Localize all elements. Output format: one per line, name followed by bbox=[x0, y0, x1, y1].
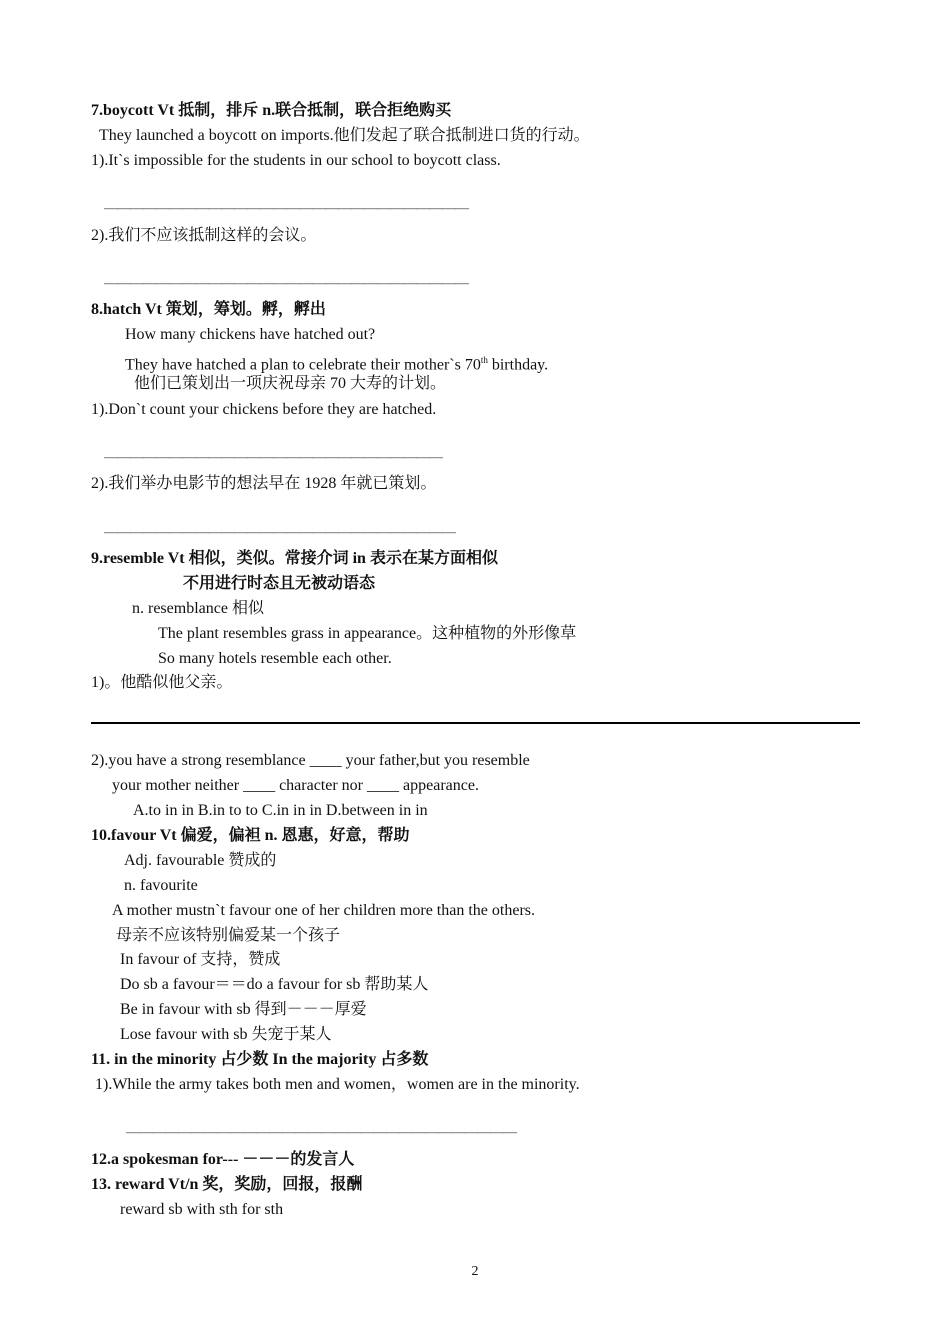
section-8-example-1: How many chickens have hatched out? bbox=[125, 326, 376, 343]
answer-blank[interactable]: —————————————————————————— bbox=[104, 450, 442, 465]
section-9-noun: n. resemblance 相似 bbox=[132, 600, 264, 617]
section-10-phrase-3: Be in favour with sb 得到－－－厚爱 bbox=[120, 1001, 367, 1018]
section-12-heading: 12.a spokesman for--- －－－的发言人 bbox=[91, 1151, 355, 1168]
answer-blank[interactable]: ———————————————————————————— bbox=[104, 276, 468, 291]
section-9-question-2: 2).you have a strong resemblance ____ your father,but you resemble bbox=[91, 752, 530, 769]
section-10-phrase-1: In favour of 支持，赞成 bbox=[120, 951, 281, 968]
answer-blank[interactable]: ——————————————————————————— bbox=[104, 525, 455, 540]
section-8-heading: 8.hatch Vt 策划，筹划。孵，孵出 bbox=[91, 301, 326, 318]
section-13-example: reward sb with sth for sth bbox=[120, 1201, 284, 1218]
section-7-question-1: 1).It`s impossible for the students in our school to boycott class. bbox=[91, 152, 501, 169]
section-10-adj: Adj. favourable 赞成的 bbox=[124, 852, 277, 869]
section-7-example: They launched a boycott on imports.他们发起了联合抵制进口货的行动。 bbox=[99, 127, 590, 144]
answer-blank[interactable]: ———————————————————————————— bbox=[104, 201, 468, 216]
section-11-heading: 11. in the minority 占少数 In the majority 占多数 bbox=[91, 1051, 429, 1068]
section-9-heading: 9.resemble Vt 相似，类似。常接介词 in 表示在某方面相似 bbox=[91, 550, 498, 567]
section-9-options: A.to in in B.in to to C.in in in D.between in in bbox=[133, 802, 428, 819]
section-7-heading: 7.boycott Vt 抵制，排斥 n.联合抵制，联合拒绝购买 bbox=[91, 102, 452, 119]
section-7-question-2: 2).我们不应该抵制这样的会议。 bbox=[91, 227, 317, 244]
answer-line[interactable] bbox=[91, 722, 860, 724]
section-9-example-2: So many hotels resemble each other. bbox=[158, 650, 392, 667]
section-9-question-2-cont: your mother neither ____ character nor ____ appearance. bbox=[112, 777, 479, 794]
section-10-example-1: A mother mustn`t favour one of her children more than the others. bbox=[112, 902, 535, 919]
section-9-example-1: The plant resembles grass in appearance。这种植物的外形像草 bbox=[158, 625, 577, 642]
page-number: 2 bbox=[471, 1264, 479, 1279]
section-10-heading: 10.favour Vt 偏爱，偏袒 n. 恩惠，好意，帮助 bbox=[91, 827, 410, 844]
section-13-heading: 13. reward Vt/n 奖，奖励，回报，报酬 bbox=[91, 1176, 363, 1193]
section-10-noun: n. favourite bbox=[124, 877, 198, 894]
section-8-question-2: 2).我们举办电影节的想法早在 1928 年就已策划。 bbox=[91, 475, 437, 492]
section-11-question-1: 1).While the army takes both men and women，women are in the minority. bbox=[95, 1076, 580, 1093]
answer-blank[interactable]: —————————————————————————————— bbox=[126, 1125, 516, 1140]
section-8-example-3: 他们已策划出一项庆祝母亲 70 大寿的计划。 bbox=[134, 375, 447, 392]
section-9-question-1: 1)。他酷似他父亲。 bbox=[91, 674, 233, 691]
section-10-phrase-4: Lose favour with sb 失宠于某人 bbox=[120, 1026, 332, 1043]
section-10-phrase-2: Do sb a favour＝＝do a favour for sb 帮助某人 bbox=[120, 976, 429, 993]
section-10-example-2: 母亲不应该特别偏爱某一个孩子 bbox=[116, 927, 341, 944]
section-9-note: 不用进行时态且无被动语态 bbox=[183, 575, 376, 592]
section-8-question-1: 1).Don`t count your chickens before they are hatched. bbox=[91, 401, 437, 418]
section-8-example-2: They have hatched a plan to celebrate their mother`s 70th birthday. bbox=[125, 355, 549, 374]
